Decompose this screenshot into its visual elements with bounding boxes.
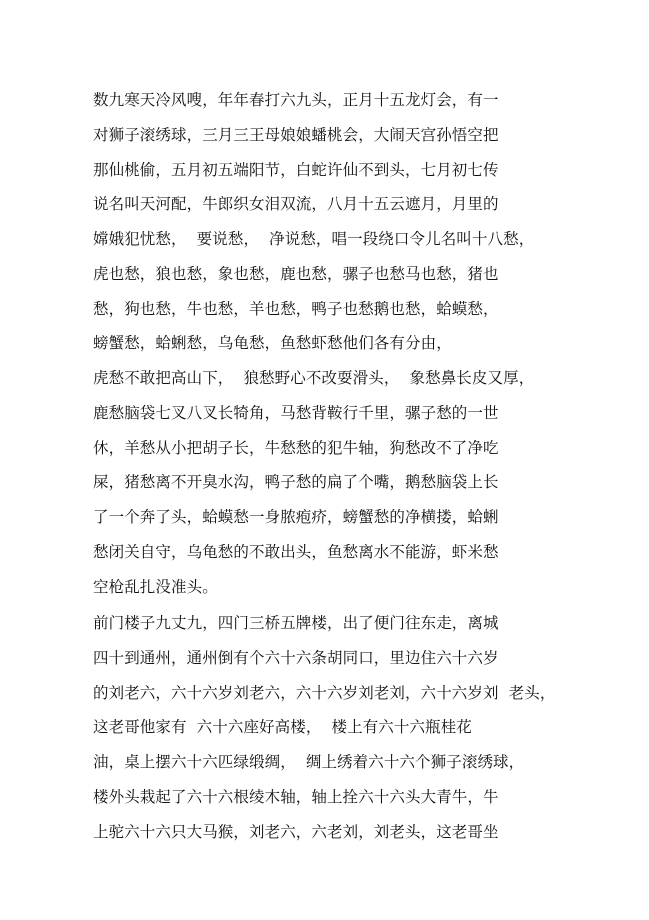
text-line: 的刘老六，六十六岁刘老六，六十六岁刘老刘，六十六岁刘 老头， — [93, 683, 556, 702]
text-line: 愁闭关自守，乌龟愁的不敢出头，鱼愁离水不能游，虾米愁 — [93, 542, 499, 561]
text-line: 虎也愁，狼也愁，象也愁，鹿也愁，骡子也愁马也愁，猪也 — [93, 264, 499, 283]
text-line: 油，桌上摆六十六匹绿缎绸， 绸上绣着六十六个狮子滚绣球， — [93, 753, 525, 771]
text-line: 对狮子滚绣球，三月三王母娘娘蟠桃会，大闹天宫孙悟空把 — [93, 125, 499, 144]
text-line: 数九寒天冷风嗖，年年春打六九头，正月十五龙灯会，有一 — [93, 91, 499, 109]
text-line: 螃蟹愁，蛤蜊愁，乌龟愁，鱼愁虾愁他们各有分由， — [93, 334, 452, 353]
text-line: 四十到通州，通州倒有个六十六条胡同口，里边住六十六岁 — [93, 648, 499, 667]
text-line: 虎愁不敢把高山下， 狼愁野心不改耍滑头， 象愁鼻长皮又厚， — [93, 369, 535, 387]
text-line: 说名叫天河配，牛郎织女泪双流，八月十五云遮月，月里的 — [93, 195, 499, 214]
text-line: 上驼六十六只大马猴，刘老六，六老刘，刘老头，这老哥坐 — [93, 822, 499, 841]
text-line: 前门楼子九丈九，四门三桥五牌楼，出了便门往东走，离城 — [93, 614, 499, 632]
text-line: 休，羊愁从小把胡子长，牛愁愁的犯牛轴，狗愁改不了净吃 — [93, 438, 499, 457]
text-line: 那仙桃偷，五月初五端阳节，白蛇许仙不到头，七月初七传 — [93, 160, 499, 179]
text-line: 鹿愁脑袋七叉八叉长犄角，马愁背鞍行千里，骡子愁的一世 — [93, 403, 499, 422]
text-line: 楼外头栽起了六十六根绫木轴，轴上拴六十六头大青牛，牛 — [93, 787, 499, 806]
paragraph-liu-laoliu — [93, 611, 563, 854]
text-line: 嫦娥犯忧愁， 要说愁， 净说愁，唱一段绕口令儿名叫十八愁， — [93, 230, 535, 248]
text-line: 愁，狗也愁，牛也愁，羊也愁，鸭子也愁鹅也愁，蛤蟆愁， — [93, 299, 499, 318]
text-line: 了一个奔了头，蛤蟆愁一身脓疱疥，螃蟹愁的净横搂，蛤蜊 — [93, 508, 499, 526]
text-line: 空枪乱扎没准头。 — [93, 577, 218, 596]
text-line: 屎，猪愁离不开臭水沟，鸭子愁的扁了个嘴，鹅愁脑袋上长 — [93, 473, 499, 492]
text-line: 这老哥他家有 六十六座好高楼， 楼上有六十六瓶桂花 — [93, 718, 472, 737]
paragraph-eighteen-worries — [93, 88, 563, 609]
